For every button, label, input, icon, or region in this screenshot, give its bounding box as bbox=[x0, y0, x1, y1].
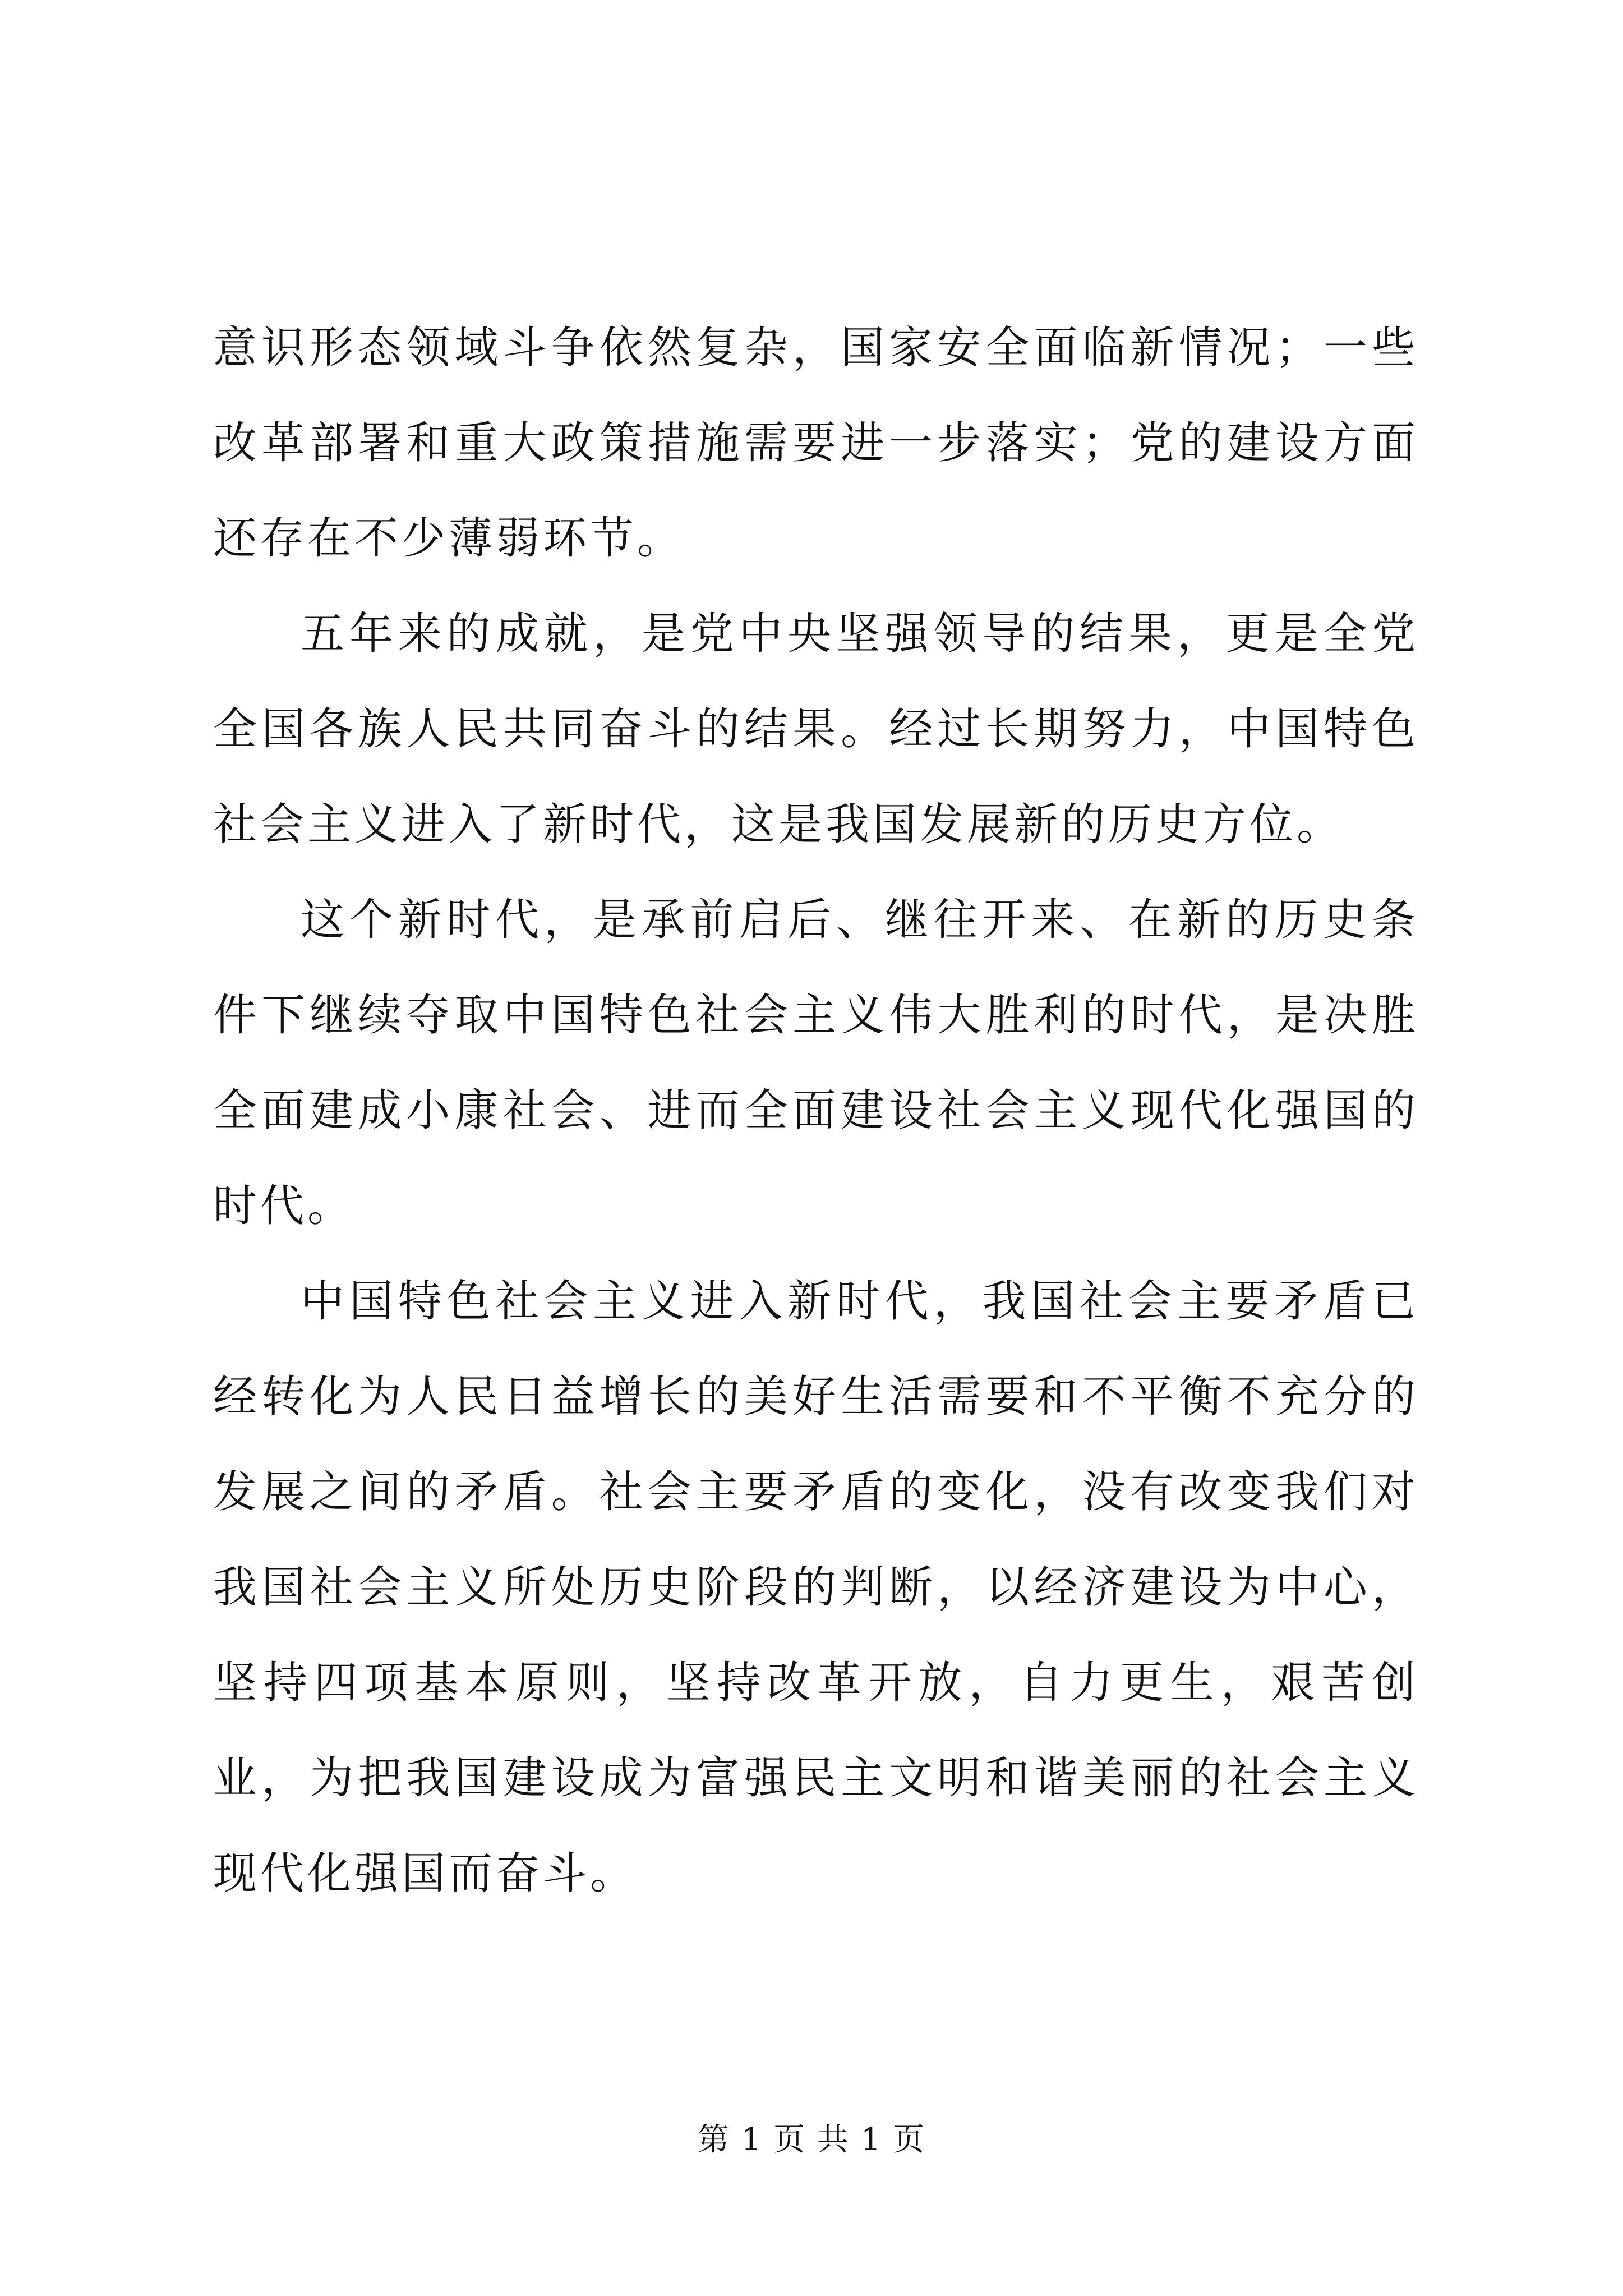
page-number-footer: 第 1 页 共 1 页 bbox=[697, 2122, 926, 2158]
paragraph-3: 这个新时代，是承前启后、继往开来、在新的历史条件下继续夺取中国特色社会主义伟大胜利的时代，是决胜全面建成小康社会、进而全面建设社会主义现代化强国的时代。 bbox=[213, 895, 1419, 1231]
paragraph-2: 五年来的成就，是党中央坚强领导的结果，更是全党全国各族人民共同奋斗的结果。经过长期努力，中国特色社会主义进入了新时代，这是我国发展新的历史方位。 bbox=[213, 609, 1419, 850]
paragraph-4: 中国特色社会主义进入新时代，我国社会主要矛盾已经转化为人民日益增长的美好生活需要和不平衡不充分的发展之间的矛盾。社会主要矛盾的变化，没有改变我们对我国社会主义所处历史阶段的判断，以经济建设为中心，坚持四项基本原则，坚持改革开放，自力更生，艰苦创业，为把我国建设成为富强民主文明和谐美丽的社会主义现代化强国而奋斗。 bbox=[213, 1276, 1419, 1899]
document-body bbox=[213, 300, 1419, 1921]
paragraph-1: 意识形态领域斗争依然复杂，国家安全面临新情况；一些改革部署和重大政策措施需要进一步落实；党的建设方面还存在不少薄弱环节。 bbox=[213, 323, 1419, 564]
